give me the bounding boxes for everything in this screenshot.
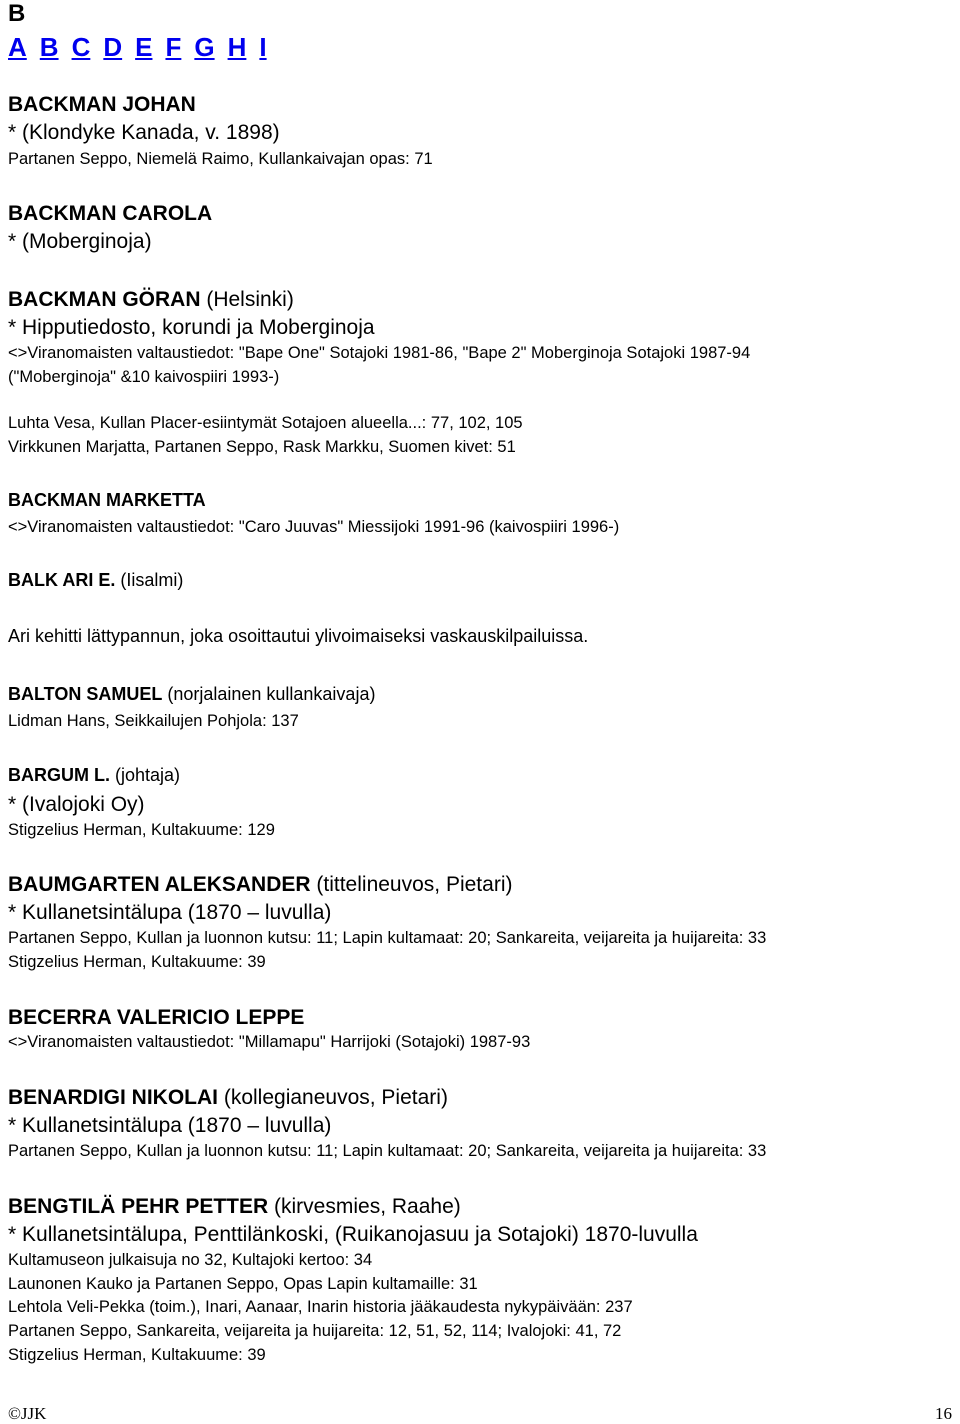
- entry-name: BENARDIGI NIKOLAI: [8, 1086, 218, 1109]
- entry-note: (Helsinki): [200, 288, 294, 311]
- entry-note: (Iisalmi): [115, 570, 184, 590]
- nav-link-g[interactable]: G: [194, 32, 215, 62]
- entry-reference: Stigzelius Herman, Kultakuume: 39: [8, 1346, 266, 1364]
- footer-copyright: ©JJK: [8, 1404, 47, 1423]
- entry-name: BARGUM L.: [8, 765, 110, 785]
- entry-reference: Luhta Vesa, Kullan Placer-esiintymät Sotajoen alueella...: 77, 102, 105: [8, 414, 523, 432]
- entry-name: BALTON SAMUEL: [8, 684, 163, 704]
- nav-link-i[interactable]: I: [259, 32, 267, 62]
- entry-name: BACKMAN GÖRAN: [8, 288, 201, 311]
- entry-name: BAUMGARTEN ALEKSANDER: [8, 873, 311, 896]
- entry-note: (norjalainen kullankaivaja): [162, 684, 376, 704]
- entry-note: (johtaja): [110, 765, 181, 785]
- nav-link-b[interactable]: B: [39, 32, 59, 62]
- entry-claim-record: ("Moberginoja" &10 kaivospiiri 1993-): [8, 368, 280, 386]
- entry-note: (tittelineuvos, Pietari): [310, 873, 513, 896]
- nav-link-d[interactable]: D: [103, 32, 123, 62]
- entry-line: * (Ivalojoki Oy): [8, 793, 145, 816]
- entry-reference: Partanen Seppo, Kullan ja luonnon kutsu: 11; Lapin kultamaat: 20; Sankareita, veijareita ja huijareita: 33: [8, 929, 767, 947]
- entry-heading: [8, 874, 512, 895]
- entry-name: BACKMAN MARKETTA: [8, 490, 206, 510]
- entry-line: * Kullanetsintälupa, Penttilänkoski, (Ruikanojasuu ja Sotajoki) 1870-luvulla: [8, 1223, 698, 1246]
- entry-claim-record: <>Viranomaisten valtaustiedot: "Millamapu" Harrijoki (Sotajoki) 1987-93: [8, 1033, 531, 1051]
- entry-claim-record: <>Viranomaisten valtaustiedot: "Bape One" Sotajoki 1981-86, "Bape 2" Moberginoja Sotajoki 1987-94: [8, 344, 751, 362]
- nav-link-f[interactable]: F: [165, 32, 182, 62]
- entry-line: * Hipputiedosto, korundi ja Moberginoja: [8, 316, 375, 339]
- entry-line: * Kullanetsintälupa (1870 – luvulla): [8, 901, 332, 924]
- nav-link-a[interactable]: A: [8, 32, 27, 62]
- entry-reference: Stigzelius Herman, Kultakuume: 129: [8, 821, 275, 839]
- entry-reference: Kultamuseon julkaisuja no 32, Kultajoki kertoo: 34: [8, 1251, 373, 1269]
- entry-heading: [8, 685, 375, 703]
- nav-link-e[interactable]: E: [135, 32, 153, 62]
- section-letter: B: [8, 0, 26, 27]
- entry-note: (kollegianeuvos, Pietari): [218, 1086, 448, 1109]
- entry-reference: Partanen Seppo, Kullan ja luonnon kutsu: 11; Lapin kultamaat: 20; Sankareita, veijareita ja huijareita: 33: [8, 1142, 767, 1160]
- entry-name: BENGTILÄ PEHR PETTER: [8, 1195, 269, 1218]
- entry-line: Ari kehitti lättypannun, joka osoittautui ylivoimaiseksi vaskauskilpailuissa.: [8, 626, 589, 646]
- entry-heading: [8, 571, 183, 589]
- letter-index-nav: [8, 32, 280, 63]
- entry-reference: Virkkunen Marjatta, Partanen Seppo, Rask Markku, Suomen kivet: 51: [8, 438, 516, 456]
- entry-heading: [8, 289, 294, 310]
- nav-link-h[interactable]: H: [227, 32, 247, 62]
- entry-heading: [8, 1196, 461, 1217]
- entry-reference: Partanen Seppo, Sankareita, veijareita ja huijareita: 12, 51, 52, 114; Ivalojoki: 41, 72: [8, 1322, 622, 1340]
- entry-line: * (Moberginoja): [8, 230, 152, 253]
- entry-heading: [8, 766, 180, 784]
- entry-reference: Lidman Hans, Seikkailujen Pohjola: 137: [8, 712, 299, 730]
- entry-reference: Stigzelius Herman, Kultakuume: 39: [8, 953, 266, 971]
- entry-claim-record: <>Viranomaisten valtaustiedot: "Caro Juuvas" Miessijoki 1991-96 (kaivospiiri 1996-): [8, 518, 620, 536]
- entry-name: BECERRA VALERICIO LEPPE: [8, 1006, 305, 1029]
- entry-heading: [8, 1087, 448, 1108]
- entry-name: BACKMAN JOHAN: [8, 93, 196, 116]
- entry-name: BALK ARI E.: [8, 570, 116, 590]
- entry-note: (kirvesmies, Raahe): [268, 1195, 461, 1218]
- entry-name: BACKMAN CAROLA: [8, 202, 213, 225]
- entry-line: * Kullanetsintälupa (1870 – luvulla): [8, 1114, 332, 1137]
- footer-page-number: 16: [935, 1404, 952, 1423]
- entry-reference: Lehtola Veli-Pekka (toim.), Inari, Aanaar, Inarin historia jääkaudesta nykypäivään: 237: [8, 1298, 633, 1316]
- entry-reference: Launonen Kauko ja Partanen Seppo, Opas Lapin kultamaille: 31: [8, 1275, 478, 1293]
- entry-line: * (Klondyke Kanada, v. 1898): [8, 121, 280, 144]
- nav-link-c[interactable]: C: [71, 32, 91, 62]
- entry-reference: Partanen Seppo, Niemelä Raimo, Kullankaivajan opas: 71: [8, 150, 433, 168]
